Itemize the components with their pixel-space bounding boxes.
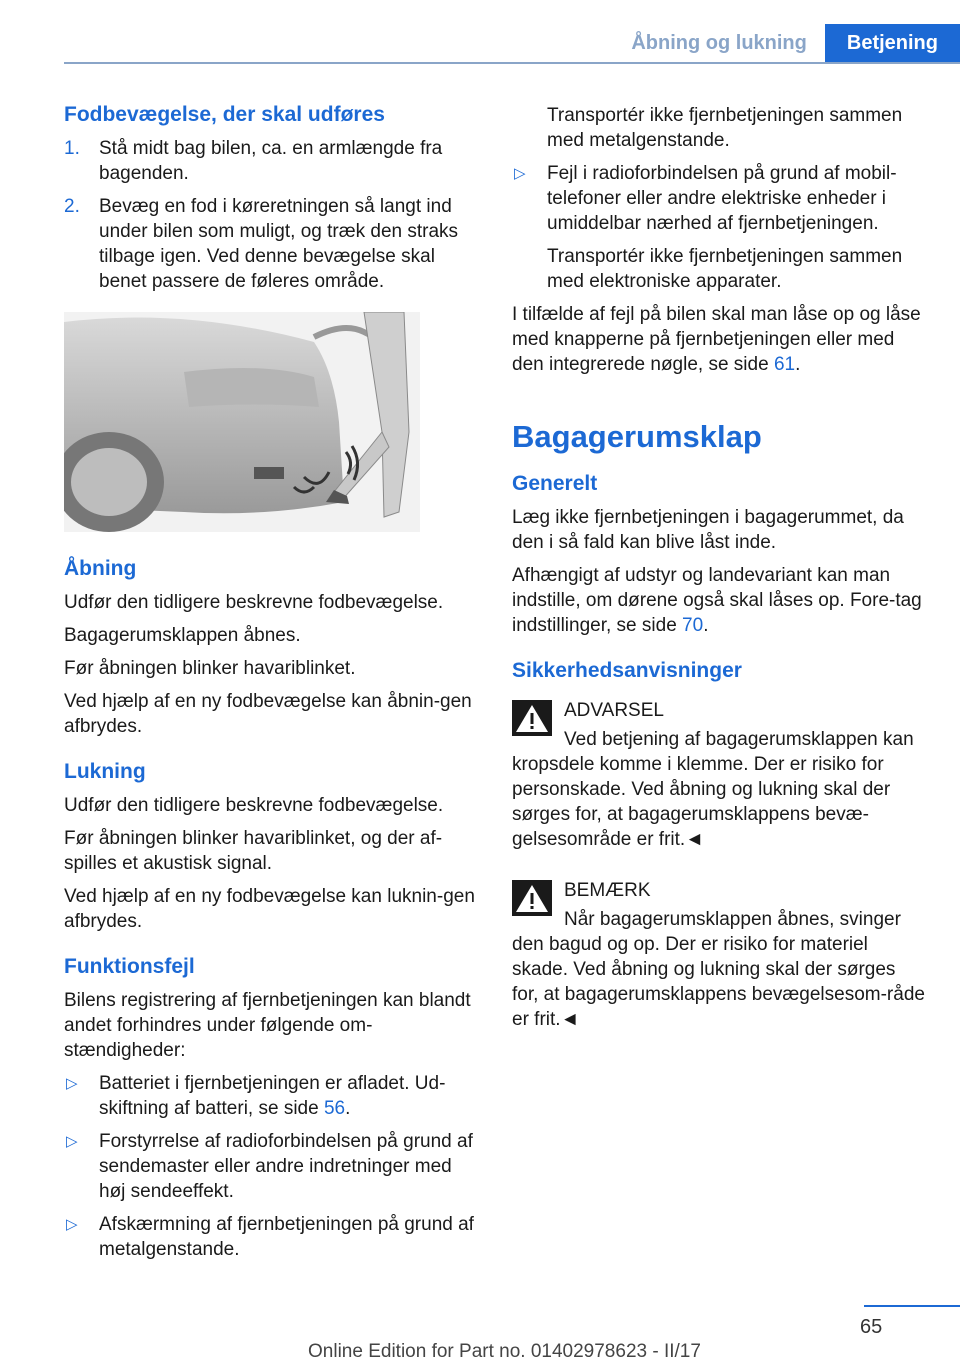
general-para: Læg ikke fjernbetjeningen i bagagerummet, da den i så fald kan blive låst inde. bbox=[512, 507, 904, 553]
continued-text: Transportér ikke fjernbetjeningen sammen med metalgenstande. bbox=[547, 105, 903, 151]
notice-label: BEMÆRK bbox=[564, 880, 651, 901]
step-number: 2. bbox=[64, 196, 80, 217]
left-column bbox=[64, 100, 476, 1270]
closing-heading: Lukning bbox=[64, 760, 146, 783]
page-number: 65 bbox=[860, 1316, 883, 1338]
tailgate-section-title: Bagagerumsklap bbox=[512, 419, 762, 454]
bullet-text: Forstyrrelse af radioforbindelsen på grund af sendemaster eller andre indretninger med høj sendeeffekt. bbox=[99, 1131, 473, 1202]
step-2 bbox=[64, 194, 476, 294]
general-para: Afhængigt af udstyr og landevariant kan man indstille, om dørene også skal låses op. Fore-tag indstillinger, se side 70. bbox=[512, 565, 922, 636]
closing-para: Før åbningen blinker havariblinket, og der af-spilles et akustisk signal. bbox=[64, 828, 443, 874]
notice-box bbox=[512, 878, 926, 1032]
footer-rule bbox=[864, 1305, 960, 1307]
step-1 bbox=[64, 136, 476, 186]
triangle-bullet-icon: ▷ bbox=[66, 1075, 78, 1092]
opening-para: Før åbningen blinker havariblinket. bbox=[64, 658, 356, 679]
opening-para: Udfør den tidligere beskrevne fodbevægelse. bbox=[64, 592, 444, 613]
bullet-text: Afskærmning af fjernbetjeningen på grund af metalgenstande. bbox=[99, 1214, 474, 1260]
section-tab: Åbning og lukning bbox=[631, 32, 807, 54]
car-foot-illustration bbox=[64, 312, 420, 532]
warning-triangle-icon bbox=[512, 700, 552, 736]
triangle-bullet-icon: ▷ bbox=[514, 165, 526, 182]
general-heading: Generelt bbox=[512, 472, 598, 495]
right-column bbox=[512, 100, 926, 1036]
step-text: Stå midt bag bilen, ca. en armlængde fra bagenden. bbox=[99, 138, 443, 184]
step-text: Bevæg en fod i køreretningen så langt ind under bilen som muligt, og træk den straks tilbage igen. Ved denne bevægelse skal benet passere de føleres område. bbox=[99, 196, 459, 292]
warning-text: Ved betjening af bagagerumsklappen kan kropsdele komme i klemme. Der er risiko for personskade. Ved åbning og lukning skal der sørges for, at bagagerumsklappens bevæ-gelsesområde er frit.◄ bbox=[512, 729, 914, 850]
malfunction-heading: Funktionsfejl bbox=[64, 955, 195, 978]
triangle-bullet-icon: ▷ bbox=[66, 1216, 78, 1233]
step-number: 1. bbox=[64, 138, 80, 159]
safety-heading: Sikkerhedsanvisninger bbox=[512, 659, 742, 682]
edition-footer: Online Edition for Part no. 01402978623 - II/17 bbox=[308, 1341, 701, 1362]
header-tabs bbox=[613, 24, 960, 62]
bullet-text: Batteriet i fjernbetjeningen er afladet. Ud-skiftning af batteri, se side bbox=[99, 1073, 446, 1119]
bullet-mobile-interference bbox=[512, 161, 926, 236]
page-link-61[interactable]: 61 bbox=[773, 354, 796, 375]
opening-para: Bagagerumsklappen åbnes. bbox=[64, 625, 301, 646]
bullet-interference bbox=[64, 1129, 476, 1204]
page-link-70[interactable]: 70 bbox=[682, 615, 704, 636]
bullet-battery: ▷ Batteriet i fjernbetjeningen er afladet. Ud-skiftning af batteri, se side 56. bbox=[66, 1073, 446, 1119]
bullet-text: Fejl i radioforbindelsen på grund af mobil-telefoner eller andre elektriske enheder i umiddelbar nærhed af fjernbetjeningen. bbox=[547, 163, 897, 234]
bullet-shielding bbox=[64, 1212, 476, 1262]
warning-box bbox=[512, 698, 926, 852]
page-link-56[interactable]: 56 bbox=[323, 1098, 346, 1119]
bullet-subtext: Transportér ikke fjernbetjeningen sammen med elektroniske apparater. bbox=[547, 246, 903, 292]
chapter-tab: Betjening bbox=[825, 24, 960, 62]
warning-label: ADVARSEL bbox=[564, 700, 664, 721]
opening-para: Ved hjælp af en ny fodbevægelse kan åbnin-gen afbrydes. bbox=[64, 691, 472, 737]
warning-triangle-icon bbox=[512, 880, 552, 916]
malfunction-intro: Bilens registrering af fjernbetjeningen kan blandt andet forhindres under følgende om-stændigheder: bbox=[64, 990, 471, 1061]
closing-para: Udfør den tidligere beskrevne fodbevægelse. bbox=[64, 795, 444, 816]
fault-para: I tilfælde af fejl på bilen skal man låse op og låse med knapperne på fjernbetjeningen eller med den integrerede nøgle, se side 61. bbox=[512, 304, 921, 375]
opening-heading: Åbning bbox=[64, 557, 137, 580]
foot-movement-heading: Fodbevægelse, der skal udføres bbox=[64, 103, 385, 126]
closing-para: Ved hjælp af en ny fodbevægelse kan luknin-gen afbrydes. bbox=[64, 886, 475, 932]
triangle-bullet-icon: ▷ bbox=[66, 1133, 78, 1150]
notice-text: Når bagagerumsklappen åbnes, svinger den bagud og op. Der er risiko for materiel skade. Ved åbning og lukning skal der sørges for, at bagagerumsklappens bevægelsesom-råde er frit.◄ bbox=[512, 909, 925, 1030]
header-rule bbox=[64, 62, 960, 64]
